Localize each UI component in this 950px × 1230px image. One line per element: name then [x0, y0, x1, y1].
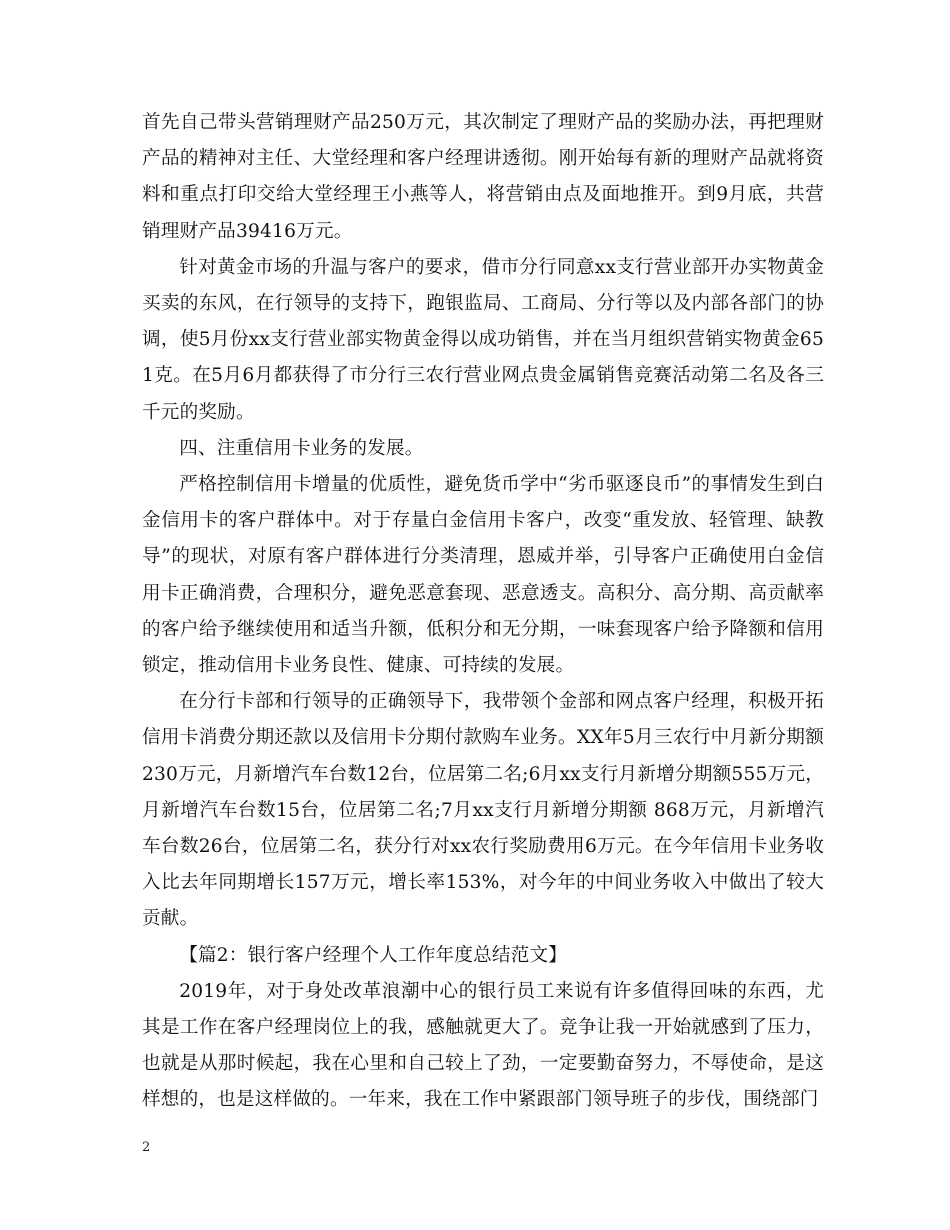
paragraph-3: 严格控制信用卡增量的优质性，避免货币学中“劣币驱逐良币”的事情发生到白金信用卡的客户群体中。对于存量白金信用卡客户，改变“重发放、轻管理、缺教导”的现状，对原有客户群体进行分类清理，恩威并举，引导客户正确使用白金信用卡正确消费，合理积分，避免恶意套现、恶意透支。高积分、高分期、高贡献率的客户给予继续使用和适当升额，低积分和无分期，一味套现客户给予降额和信用锁定，推动信用卡业务良性、健康、可持续的发展。 — [142, 474, 824, 677]
section-heading-credit-card: 四、注重信用卡业务的发展。 — [179, 437, 424, 459]
document-body — [142, 105, 824, 1119]
page-number: 2 — [142, 1140, 151, 1155]
paragraph-2: 针对黄金市场的升温与客户的要求，借市分行同意xx支行营业部开办实物黄金买卖的东风，在行领导的支持下，跑银监局、工商局、分行等以及内部各部门的协调，使5月份xx支行营业部实物黄金得以成功销售，并在当月组织营销实物黄金651克。在5月6月都获得了市分行三农行营业网点贵金属销售竞赛活动第二名及各三千元的奖励。 — [142, 256, 824, 423]
paragraph-1: 首先自己带头营销理财产品250万元，其次制定了理财产品的奖励办法，再把理财产品的精神对主任、大堂经理和客户经理讲透彻。刚开始每有新的理财产品就将资料和重点打印交给大堂经理王小燕等人，将营销由点及面地推开。到9月底，共营销理财产品39416万元。 — [142, 112, 824, 242]
paragraph-4: 在分行卡部和行领导的正确领导下，我带领个金部和网点客户经理，积极开拓信用卡消费分期还款以及信用卡分期付款购车业务。XX年5月三农行中月新分期额230万元，月新增汽车台数12台，位居第二名;6月xx支行月新增分期额555万元，月新增汽车台数15台，位居第二名;7月xx支行月新增分期额 868万元，月新增汽车台数26台，位居第二名，获分行对xx农行奖励费用6万元。在今年信用卡业务收入比去年同期增长157万元，增长率153%，对今年的中间业务收入中做出了较大贡献。 — [142, 691, 824, 930]
paragraph-5: 2019年，对于身处改革浪潮中心的银行员工来说有许多值得回味的东西，尤其是工作在客户经理岗位上的我，感触就更大了。竞争让我一开始就感到了压力，也就是从那时候起，我在心里和自己较上了劲，一定要勤奋努力，不辱使命，是这样想的，也是这样做的。一年来，我在工作中紧跟部门领导班子的步伐，围绕部门 — [142, 980, 824, 1111]
article-heading: 【篇2：银行客户经理个人工作年度总结范文】 — [179, 944, 568, 966]
